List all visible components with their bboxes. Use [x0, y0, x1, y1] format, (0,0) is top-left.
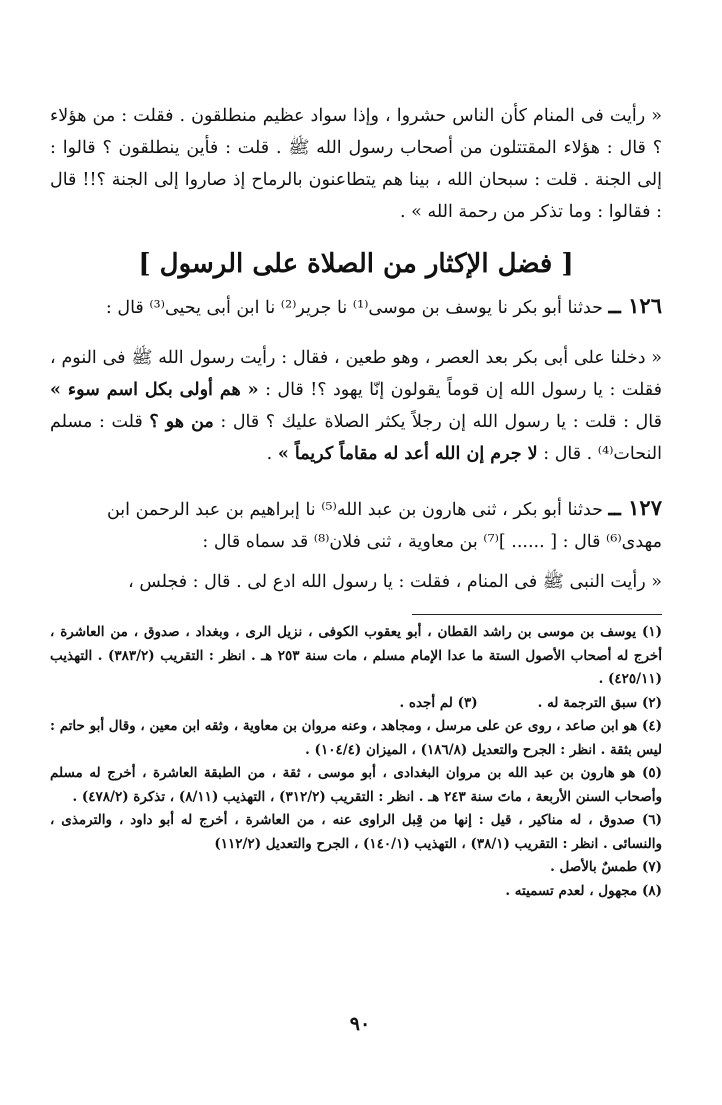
- footnote-5: (٥) هو هارون بن عبد الله بن مروان البغدادى ، أبو موسى ، ثقة ، من الطبقة العاشرة ، أخرج له مسلم وأصحاب السنن الأربعة ، ماتَ سنة ٢٤٣ هـ . انظر : التقريب (٣١٢/٢) ، التهذيب (٨/١١) ، تذكرة (٤٧٨/٢) .: [50, 765, 662, 805]
- hadith-127-isnad: حدثنا أبو بكر ، ثنى هارون بن عبد الله⁽⁵⁾ نا إبراهيم بن عبد الرحمن ابن مهدى⁽⁶⁾ قال : [ ...... ]⁽⁷⁾ بن معاوية ، ثنى فلان⁽⁸⁾ قد سماه قال :: [106, 500, 662, 552]
- hadith-126-text-2: قال : قلت : يا رسول الله إن رجلاً يكثر الصلاة عليك ؟ قال :: [220, 412, 662, 432]
- hadith-127-text: « رأيت النبى ﷺ فى المنام ، فقلت : يا رسول الله ادع لى . قال : فجلس ،: [128, 572, 662, 592]
- footnote-1: (١) يوسف بن موسى بن راشد القطان ، أبو يعقوب الكوفى ، نزيل الرى ، وبغداد ، صدوق ، من العاشرة ، أخرج له أصحاب الأصول الستة ما عدا الإمام مسلم ، مات سنة ٢٥٣ هـ . انظر : التقريب (٣٨٣/٢) . التهذيب (٤٢٥/١١) .: [50, 624, 663, 687]
- hadith-126-text-3: قلت : مسلم النحات⁽⁴⁾ . قال :: [50, 412, 662, 464]
- intro-paragraph: « رأيت فى المنام كأن الناس حشروا ، وإذا سواد عظيم منطلقون . فقلت : من هؤلاء ؟ قال : هؤلاء المقتتلون من أصحاب رسول الله ﷺ . قلت : فأين ينطلقون ؟ قالوا : إلى الجنة . قلت : سبحان الله ، بينا هم يتطاعنون بالرماح إذ صاروا إلى الجنة ؟!! قال : فقالوا : وما تذكر من رحمة الله » .: [50, 106, 662, 222]
- hadith-126-chain: [50, 290, 662, 324]
- footnote-separator: [412, 614, 662, 615]
- hadith-127-number: ١٢٧ ــ: [608, 495, 662, 520]
- hadith-127: [50, 492, 662, 598]
- hadith-126-number: ١٢٦ ــ: [608, 293, 662, 318]
- footnote-6: (٦) صدوق ، له مناكير ، قيل : إنها من قِبل الراوى عنه ، من العاشرة ، أخرج له أبو داود ، والترمذى ، والنسائى . انظر : التقريب (٣٨/١) ، التهذيب (١٤٠/١) ، الجرح والتعديل (١١٢/٢): [50, 812, 662, 852]
- hadith-126-text: [50, 342, 662, 470]
- hadith-127-chain: [50, 492, 662, 558]
- book-page: [50, 100, 662, 903]
- hadith-126-bold-1: « هم أولى بكل اسم سوء »: [50, 380, 259, 400]
- footnote-8: (٨) مجهول ، لعدم تسميته .: [505, 882, 662, 899]
- footnote-4: (٤) هو ابن صاعد ، روى عن على مرسل ، ومجاهد ، وعنه مروان بن معاوية ، وثقه ابن معين ، وقال أبو حاتم : ليس بثقة . انظر : الجرح والتعديل (١٨٦/٨) ، الميزان (١٠٤/٤) .: [50, 718, 662, 758]
- hadith-126-text-1: « دخلنا على أبى بكر بعد العصر ، وهو طعين ، فقال : رأيت رسول الله ﷺ فى النوم ، فقلت : يا رسول الله إن قوماً يقولون إنّا يهود ؟! قال :: [50, 348, 662, 400]
- footnote-7: (٧) طمسٌ بالأصل .: [550, 859, 662, 875]
- footnote-2: (٢) سبق الترجمة له .: [537, 694, 662, 711]
- hadith-126-end: .: [266, 444, 273, 464]
- page-number: ٩٠: [349, 1013, 371, 1035]
- hadith-126-isnad: حدثنا أبو بكر نا يوسف بن موسى⁽¹⁾ نا جرير⁽²⁾ نا ابن أبى يحيى⁽³⁾ قال :: [105, 298, 603, 318]
- hadith-126-bold-2: من هو ؟: [149, 412, 214, 432]
- hadith-126-bold-3: لا جرم إن الله أعد له مقاماً كريماً »: [277, 444, 538, 464]
- section-heading: [ فضل الإكثار من الصلاة على الرسول ]: [138, 249, 574, 279]
- footnotes: [50, 621, 662, 903]
- footnote-row-2-3: [50, 692, 662, 716]
- footnote-3: (٣) لم أجده .: [399, 694, 478, 711]
- hadith-126: [50, 290, 662, 470]
